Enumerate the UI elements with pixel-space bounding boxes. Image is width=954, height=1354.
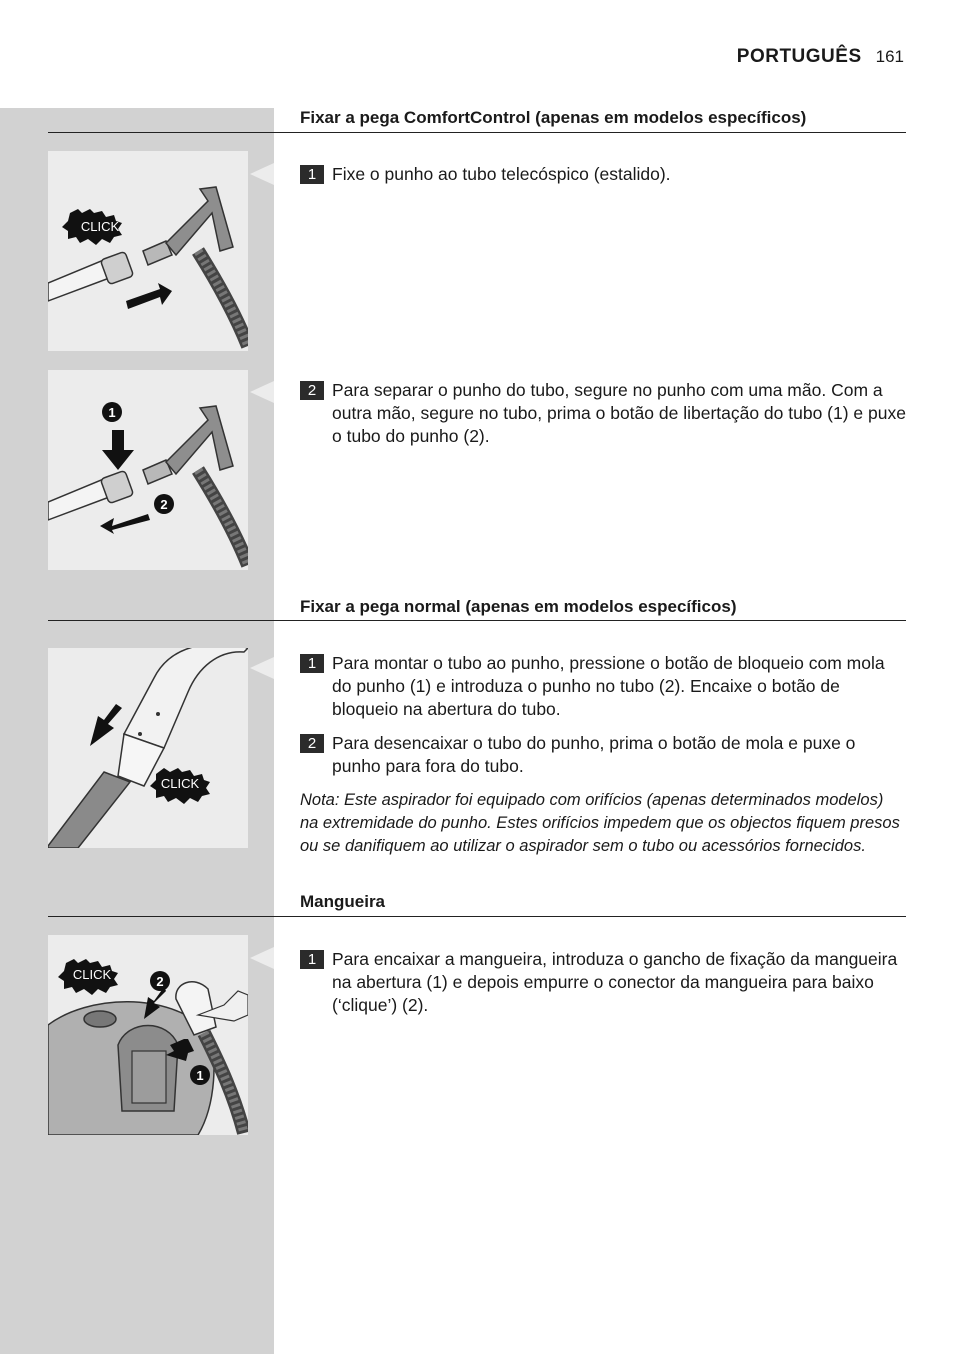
section-title-normal-handle: Fixar a pega normal (apenas em modelos específicos) bbox=[300, 597, 737, 616]
illustration-pointer bbox=[250, 947, 274, 969]
step-2-comfortcontrol bbox=[300, 379, 906, 448]
step-text: Fixe o punho ao tubo telecóspico (estalido). bbox=[332, 164, 671, 184]
step-number: 2 bbox=[300, 381, 324, 400]
step-text: Para montar o tubo ao punho, pressione o botão de bloqueio com mola do punho (1) e introduza o punho no tubo (2). Encaixe o botão de bloqueio na abertura do tubo. bbox=[332, 653, 885, 719]
illustration-hose-attach bbox=[48, 935, 248, 1135]
page-header bbox=[737, 46, 904, 68]
step-text: Para encaixar a mangueira, introduza o gancho de fixação da mangueira na abertura (1) e depois empurre o conector da mangueira para baixo (‘clique’) (2). bbox=[332, 949, 898, 1015]
section-rule bbox=[48, 132, 906, 133]
illustration-pointer bbox=[250, 657, 274, 679]
step-text: Para separar o punho do tubo, segure no punho com uma mão. Com a outra mão, segure no tubo, prima o botão de libertação do tubo (1) e puxe o tubo do punho (2). bbox=[332, 380, 906, 446]
section-title-hose: Mangueira bbox=[300, 892, 386, 911]
step-1-hose bbox=[300, 948, 906, 1017]
marker-2: 2 bbox=[160, 497, 168, 512]
step-2-normal-handle bbox=[300, 732, 906, 778]
illustration-pointer bbox=[250, 381, 274, 403]
step-number: 2 bbox=[300, 734, 324, 753]
step-number: 1 bbox=[300, 654, 324, 673]
marker-1: 1 bbox=[196, 1068, 204, 1083]
illustration-pointer bbox=[250, 163, 274, 185]
section-title-comfortcontrol: Fixar a pega ComfortControl (apenas em modelos específicos) bbox=[300, 108, 807, 127]
illustration-attach-handle-click bbox=[48, 151, 248, 351]
page-number: 161 bbox=[875, 47, 904, 66]
step-number: 1 bbox=[300, 950, 324, 969]
step-1-normal-handle bbox=[300, 652, 906, 721]
step-text: Para desencaixar o tubo do punho, prima o botão de mola e puxe o punho para fora do tubo. bbox=[332, 733, 856, 776]
marker-2: 2 bbox=[156, 974, 164, 989]
note-text: Nota: Este aspirador foi equipado com orifícios (apenas determinados modelos) na extremidade do punho. Estes orifícios impedem que os objectos fiquem presos ou se danifiquem ao utilizar o aspirador sem o tubo ou acessórios fornecidos. bbox=[300, 791, 900, 855]
section-rule bbox=[48, 916, 906, 917]
language-label: PORTUGUÊS bbox=[736, 46, 862, 67]
click-label: CLICK bbox=[160, 776, 200, 791]
section-rule bbox=[48, 620, 906, 621]
step-1-comfortcontrol bbox=[300, 163, 906, 186]
illustration-detach-handle bbox=[48, 370, 248, 570]
marker-1: 1 bbox=[108, 405, 116, 420]
click-label: CLICK bbox=[80, 219, 120, 234]
illustration-normal-handle bbox=[48, 648, 248, 848]
click-label: CLICK bbox=[72, 967, 112, 982]
step-number: 1 bbox=[300, 165, 324, 184]
